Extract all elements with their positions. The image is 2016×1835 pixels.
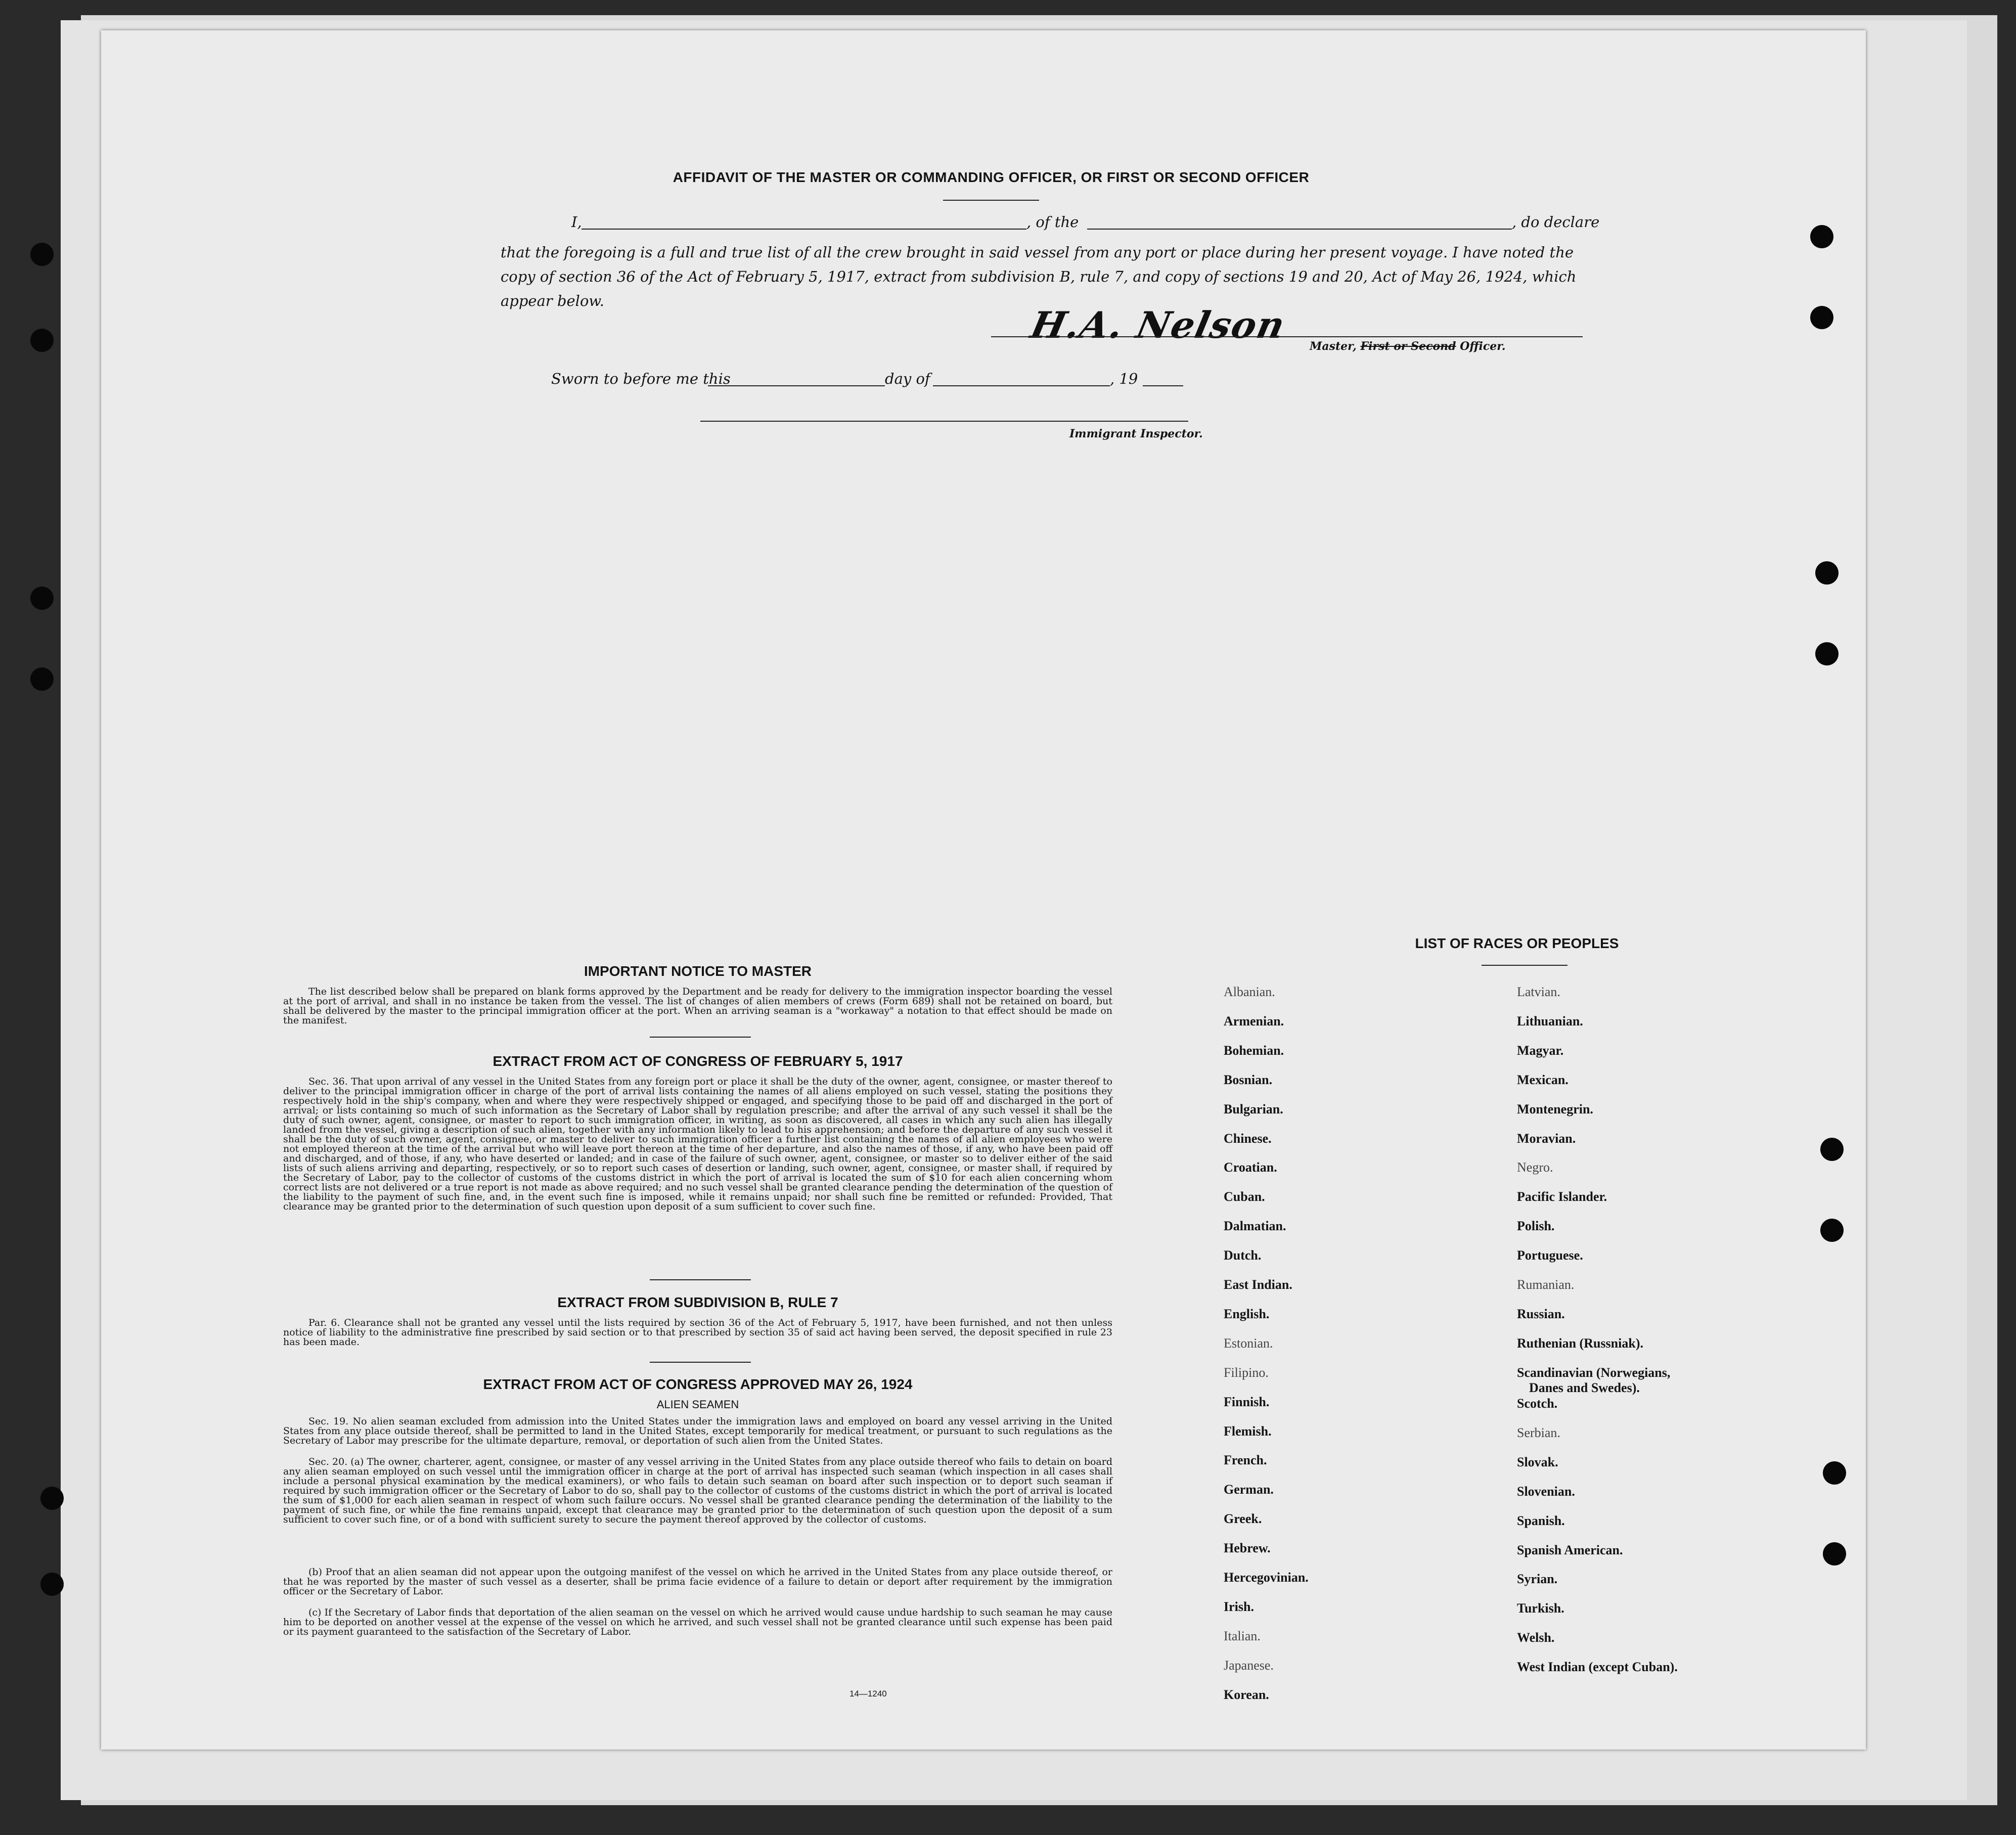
races-left-column <box>1224 30 1476 1750</box>
section-body: That upon arrival of any vessel in the United States from any foreign port or place it shall be the duty of the owner, agent, consignee, or master thereof to deliver to the principal immigration officer in charge of the port of arrival lists containing the names of all aliens employed on such vessel, stating the positions they respectively hold in the ship's company, when and where they were respectively shipped or engaged, and specifying those to be paid off and discharged in the port of arrival; or lists containing so much of such information as the Secretary of Labor shall by regulation prescribe; and after the arrival of any such vessel it shall be the duty of such owner, agent, consignee, or master to report to such immigration officer, in writing, as soon as discovered, all cases in which any such alien has illegally landed from the vessel, giving a description of such alien, together with any information likely to lead to his apprehension; and before the departure of any such vessel it shall be the duty of such owner, agent, consignee, or master to deliver to such immigration officer a further list containing the names of all alien employees who were not employed thereon at the time of the arrival but who will leave port thereon at the time of her departure, and also the names of those, if any, who have been paid off and discharged, and of those, if any, who have deserted or landed; and in case of the failure of such owner, agent, consignee, or master so to deliver either of the said lists of such aliens arriving and departing, respectively, or so to report such cases of desertion or landing, such owner, agent, consignee, or master shall, if required by the Secretary of Labor, pay to the collector of customs of the customs district in which the port of arrival is located the sum of $10 for each alien concerning whom correct lists are not delivered or a true report is not made as above required; and no such vessel shall be granted clearance pending the determination of the question of the liability to the payment of such fine, and, in the event such fine is imposed, while it remains unpaid; nor shall such fine be remitted or refunded: Provided, That clearance may be granted prior to the determination of such question upon deposit of a sum sufficient to cover such fine. <box>283 1076 1112 1212</box>
race-item: Armenian. <box>1224 1013 1284 1028</box>
extract-1917-text <box>283 1077 1112 1212</box>
binder-hole <box>40 1487 64 1510</box>
race-item: Rumanian. <box>1517 1277 1575 1292</box>
race-item: Japanese. <box>1224 1658 1274 1673</box>
alien-seamen-subtitle: ALIEN SEAMEN <box>656 1398 739 1411</box>
race-item: Filipino. <box>1224 1365 1269 1380</box>
binder-hole <box>40 1573 64 1596</box>
sec20a-text: Sec. 20. (a) The owner, charterer, agent, consignee, or master of any vessel arriving in the United States from any place outside thereof who fails to detain on board any alien seaman employed on such vessel until the immigration officer in charge at the port of arrival has inspected such seaman (which inspection in all cases shall include a personal physical examination by the medical examiners), or who fails to detain such seaman on board after such inspection or to deport such seaman if required by such immigration officer or the Secretary of Labor to do so, shall pay to the collector of customs of the customs district in which the port of arrival is located the sum of $1,000 for each alien seaman in respect of whom such failure occurs. No vessel shall be granted clearance pending the determination of the liability to the payment of such fine, or while the fine remains unpaid, except that clearance may be granted prior to the determination of such question upon the deposit of a sum sufficient to cover such fine, or of a bond with sufficient surety to secure the payment thereof approved by the collector of customs. <box>283 1456 1112 1525</box>
inspector-signature-line <box>700 421 1188 422</box>
master-label: Master, <box>1310 340 1357 353</box>
race-item: Estonian. <box>1224 1335 1273 1351</box>
sec19-text: Sec. 19. No alien seaman excluded from admission into the United States under the immigration laws and employed on board any vessel arriving in the United States from any place outside thereof, shall be permitted to land in the United States, except temporarily for medical treatment, or pursuant to such regulations as the Secretary of Labor may prescribe for the ultimate departure, removal, or deportation of such alien from the United States. <box>283 1416 1112 1446</box>
extract-rule7-text: Par. 6. Clearance shall not be granted any vessel until the lists required by section 36 of the Act of February 5, 1917, have been furnished, and not then unless notice of liability to the administrative fine prescribed by said section or to that prescribed by section 35 of said act having been served, the deposit specified in rule 23 has been made. <box>283 1317 1112 1348</box>
race-item: English. <box>1224 1306 1270 1321</box>
race-item: Serbian. <box>1517 1425 1560 1440</box>
race-item: Mexican. <box>1517 1072 1569 1087</box>
sworn-month-field[interactable] <box>933 385 1110 386</box>
binder-hole <box>1820 1138 1844 1161</box>
race-item: Pacific Islander. <box>1517 1189 1607 1204</box>
name-field[interactable] <box>581 229 1026 230</box>
i-label: I, <box>571 213 582 231</box>
document-page <box>101 30 1866 1750</box>
race-item: Welsh. <box>1517 1630 1555 1645</box>
extract-1924-title: EXTRACT FROM ACT OF CONGRESS APPROVED MAY 26, 1924 <box>483 1376 913 1392</box>
officer-label: Officer. <box>1460 340 1506 353</box>
affidavit-title: AFFIDAVIT OF THE MASTER OR COMMANDING OFFICER, OR FIRST OR SECOND OFFICER <box>673 169 1310 185</box>
divider <box>650 1279 751 1280</box>
race-item: Turkish. <box>1517 1601 1564 1616</box>
race-item: Dutch. <box>1224 1248 1262 1263</box>
races-title: LIST OF RACES OR PEOPLES <box>1415 935 1619 951</box>
race-item: Korean. <box>1224 1687 1269 1702</box>
race-item: Greek. <box>1224 1511 1262 1527</box>
race-item: Ruthenian (Russniak). <box>1517 1335 1643 1351</box>
race-item: Slovenian. <box>1517 1484 1575 1499</box>
notice-title: IMPORTANT NOTICE TO MASTER <box>584 963 812 979</box>
notice-text: The list described below shall be prepared on blank forms approved by the Department and be ready for delivery to the immigration inspector boarding the vessel at the port of arrival, and shall in no instance be taken from the vessel. The list of changes of alien members of crews (Form 689) shall not be retained on board, but shall be delivered by the master to the principal immigration officer at the port. When an arriving seaman is a "workaway" a notation to that effect should be made on the manifest. <box>283 986 1112 1026</box>
race-item: Finnish. <box>1224 1394 1270 1409</box>
inspector-label: Immigrant Inspector. <box>1069 427 1203 440</box>
race-item: Flemish. <box>1224 1423 1272 1439</box>
race-item: Spanish. <box>1517 1513 1565 1528</box>
do-declare-label: , do declare <box>1512 213 1600 231</box>
extract-1917-title: EXTRACT FROM ACT OF CONGRESS OF FEBRUARY 5, 1917 <box>492 1053 903 1069</box>
struck-text: First or Second <box>1360 340 1456 353</box>
binder-hole <box>1820 1219 1844 1242</box>
race-item: Dalmatian. <box>1224 1219 1286 1234</box>
race-item: Spanish American. <box>1517 1542 1623 1557</box>
race-item: Chinese. <box>1224 1131 1272 1146</box>
master-signature: H.A. Nelson <box>1026 303 1290 346</box>
day-of-label: day of <box>885 370 930 387</box>
extract-rule7-title: EXTRACT FROM SUBDIVISION B, RULE 7 <box>557 1294 838 1310</box>
race-item: Lithuanian. <box>1517 1013 1583 1028</box>
binder-hole <box>30 587 54 610</box>
race-item: French. <box>1224 1453 1267 1468</box>
divider <box>650 1037 751 1038</box>
race-item: Hebrew. <box>1224 1541 1271 1556</box>
race-item: West Indian (except Cuban). <box>1517 1660 1678 1675</box>
race-item: German. <box>1224 1482 1274 1497</box>
binder-hole <box>1823 1461 1846 1485</box>
race-item: Scandinavian (Norwegians, <box>1517 1365 1671 1380</box>
year-label: , 19 <box>1110 370 1138 387</box>
sworn-year-field[interactable] <box>1143 385 1183 386</box>
race-item: Albanian. <box>1224 984 1275 999</box>
race-item: Bulgarian. <box>1224 1101 1283 1116</box>
race-item: Cuban. <box>1224 1189 1265 1204</box>
race-item: Latvian. <box>1517 984 1560 999</box>
race-item-continuation: Danes and Swedes). <box>1529 1380 1640 1395</box>
race-item: Russian. <box>1517 1306 1565 1321</box>
sec20b-text: (b) Proof that an alien seaman did not appear upon the outgoing manifest of the vessel on which he arrived in the United States from any place outside thereof, or that he was reported by the master of such vessel as a deserter, shall be prima facie evidence of a failure to detain or deport after requirement by the immigration officer or the Secretary of Labor. <box>283 1567 1112 1597</box>
race-item: East Indian. <box>1224 1277 1292 1292</box>
binder-hole <box>30 667 54 691</box>
affidavit-body: that the foregoing is a full and true list of all the crew brought in said vessel from any port or place during her present voyage. I have noted the copy of section 36 of the Act of February 5, 1917, extract from subdivision B, rule 7, and copy of sections 19 and 20, Act of May 26, 1924, which appear below. <box>501 244 1577 309</box>
race-item: Bohemian. <box>1224 1043 1284 1058</box>
race-item: Moravian. <box>1517 1131 1576 1146</box>
race-item: Croatian. <box>1224 1160 1277 1175</box>
title-underline <box>943 200 1039 201</box>
sworn-label: Sworn to before me this <box>551 370 731 387</box>
race-item: Slovak. <box>1517 1454 1558 1469</box>
race-item: Scotch. <box>1517 1396 1558 1411</box>
race-item: Bosnian. <box>1224 1072 1273 1087</box>
of-the-label: , of the <box>1026 213 1079 231</box>
race-item: Negro. <box>1517 1160 1553 1175</box>
sec20c-text: (c) If the Secretary of Labor finds that deportation of the alien seaman on the vessel on which he arrived would cause undue hardship to such seaman he may cause him to be deported on another vessel at the expense of the vessel on which he arrived, and such vessel shall not be granted clearance until such expense has been paid or its payment guaranteed to the satisfaction of the Secretary of Labor. <box>283 1607 1112 1637</box>
race-item: Hercegovinian. <box>1224 1570 1309 1585</box>
binder-hole <box>30 329 54 352</box>
binder-hole <box>1823 1542 1846 1565</box>
binder-hole <box>30 243 54 266</box>
race-item: Irish. <box>1224 1599 1254 1614</box>
race-item: Montenegrin. <box>1517 1101 1593 1116</box>
race-item: Syrian. <box>1517 1572 1558 1587</box>
sworn-day-field[interactable] <box>708 385 885 386</box>
race-item: Polish. <box>1517 1219 1555 1234</box>
section-label: Sec. 36. <box>308 1076 348 1087</box>
race-item: Portuguese. <box>1517 1248 1583 1263</box>
race-item: Italian. <box>1224 1628 1261 1643</box>
form-number: 14—1240 <box>849 1689 887 1698</box>
races-right-column <box>1517 30 1820 1750</box>
divider <box>650 1362 751 1363</box>
race-item: Magyar. <box>1517 1043 1564 1058</box>
